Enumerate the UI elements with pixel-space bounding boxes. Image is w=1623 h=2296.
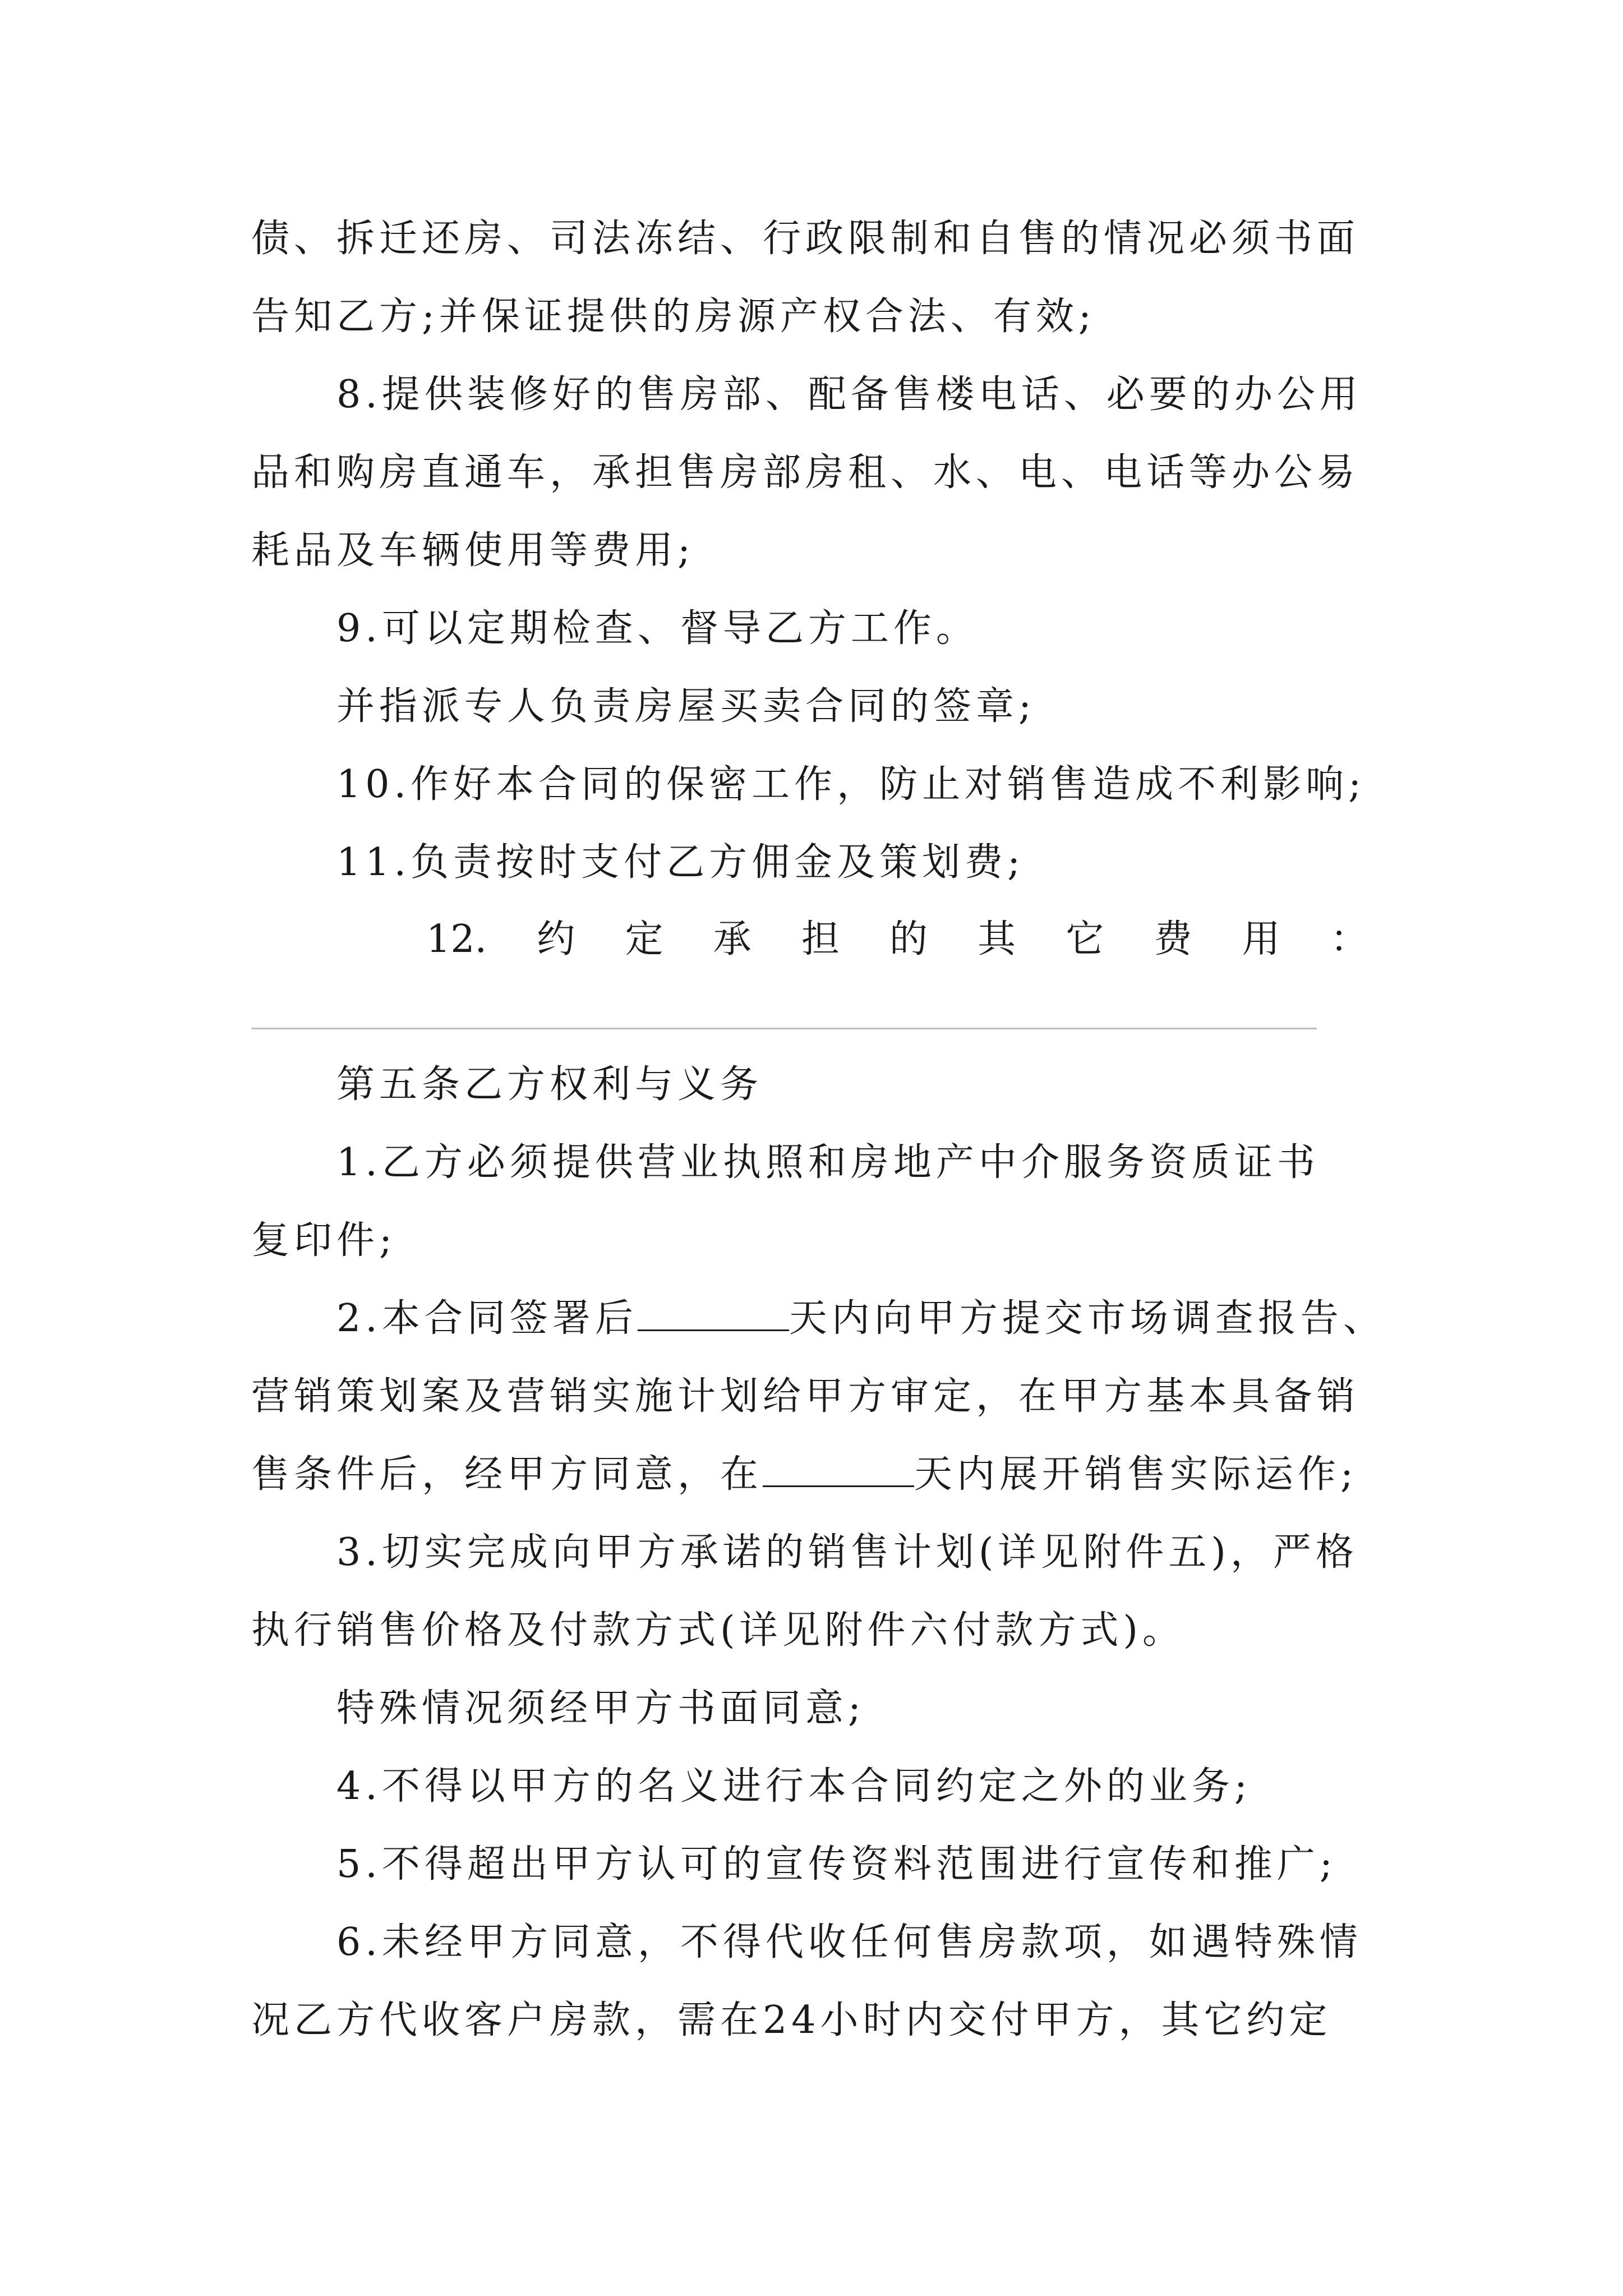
spaced-char: 它 — [1066, 917, 1104, 961]
item-9-line: 9.可以定期检查、督导乙方工作。 — [336, 606, 979, 651]
text-line: 品和购房直通车，承担售房部房租、水、电、电话等办公易 — [251, 450, 1360, 495]
divider-rule — [251, 1028, 1317, 1029]
spaced-char: 12. — [426, 917, 487, 961]
text-line: 复印件; — [251, 1218, 396, 1263]
text-span: 2.本合同签署后 — [336, 1296, 638, 1341]
text-span: 天内展开销售实际运作; — [914, 1452, 1358, 1497]
text-line: 告知乙方;并保证提供的房源产权合法、有效; — [251, 295, 1096, 339]
item-5-line: 5.不得超出甲方认可的宣传资料范围进行宣传和推广; — [336, 1842, 1337, 1887]
item-3-line: 3.切实完成向甲方承诺的销售计划(详见附件五)，严格 — [336, 1530, 1358, 1575]
item-11-line: 11.负责按时支付乙方佣金及策划费; — [336, 840, 1025, 885]
spaced-char: ： — [1330, 917, 1368, 961]
spaced-char: 费 — [1154, 917, 1192, 961]
spaced-char: 承 — [713, 917, 751, 961]
text-line: 特殊情况须经甲方书面同意; — [336, 1686, 865, 1731]
item-6-line: 6.未经甲方同意，不得代收任何售房款项，如遇特殊情 — [336, 1920, 1362, 1964]
text-line: 况乙方代收客户房款，需在24小时内交付甲方，其它约定 — [251, 1998, 1332, 2042]
spaced-char: 的 — [889, 917, 928, 961]
fill-in-blank — [638, 1296, 789, 1331]
spaced-char: 担 — [801, 917, 840, 961]
spaced-char: 用 — [1242, 917, 1280, 961]
spaced-char: 定 — [625, 917, 663, 961]
text-line: 耗品及车辆使用等费用; — [251, 528, 695, 573]
item-2-line — [336, 1292, 1481, 1346]
text-span: 天内向甲方提交市场调查报告、 — [789, 1296, 1386, 1341]
text-span: 售条件后，经甲方同意，在 — [251, 1452, 763, 1497]
text-line: 执行销售价格及付款方式(详见附件六付款方式)。 — [251, 1608, 1186, 1653]
text-line: 并指派专人负责房屋买卖合同的签章; — [336, 684, 1036, 729]
text-line: 营销策划案及营销实施计划给甲方审定，在甲方基本具备销 — [251, 1374, 1360, 1419]
text-line — [251, 1448, 1395, 1502]
item-8-line: 8.提供装修好的售房部、配备售楼电话、必要的办公用 — [336, 372, 1362, 417]
item-4-line: 4.不得以甲方的名义进行本合同约定之外的业务; — [336, 1764, 1252, 1809]
spaced-char: 其 — [978, 917, 1016, 961]
fill-in-blank — [763, 1452, 914, 1487]
spaced-char: 约 — [537, 917, 575, 961]
item-12-line — [426, 913, 1368, 967]
text-line: 债、拆迁还房、司法冻结、行政限制和自售的情况必须书面 — [251, 217, 1360, 261]
section-heading: 第五条乙方权利与义务 — [336, 1062, 763, 1107]
item-1-line: 1.乙方必须提供营业执照和房地产中介服务资质证书 — [336, 1140, 1320, 1185]
item-10-line: 10.作好本合同的保密工作，防止对销售造成不利影响; — [336, 762, 1366, 807]
